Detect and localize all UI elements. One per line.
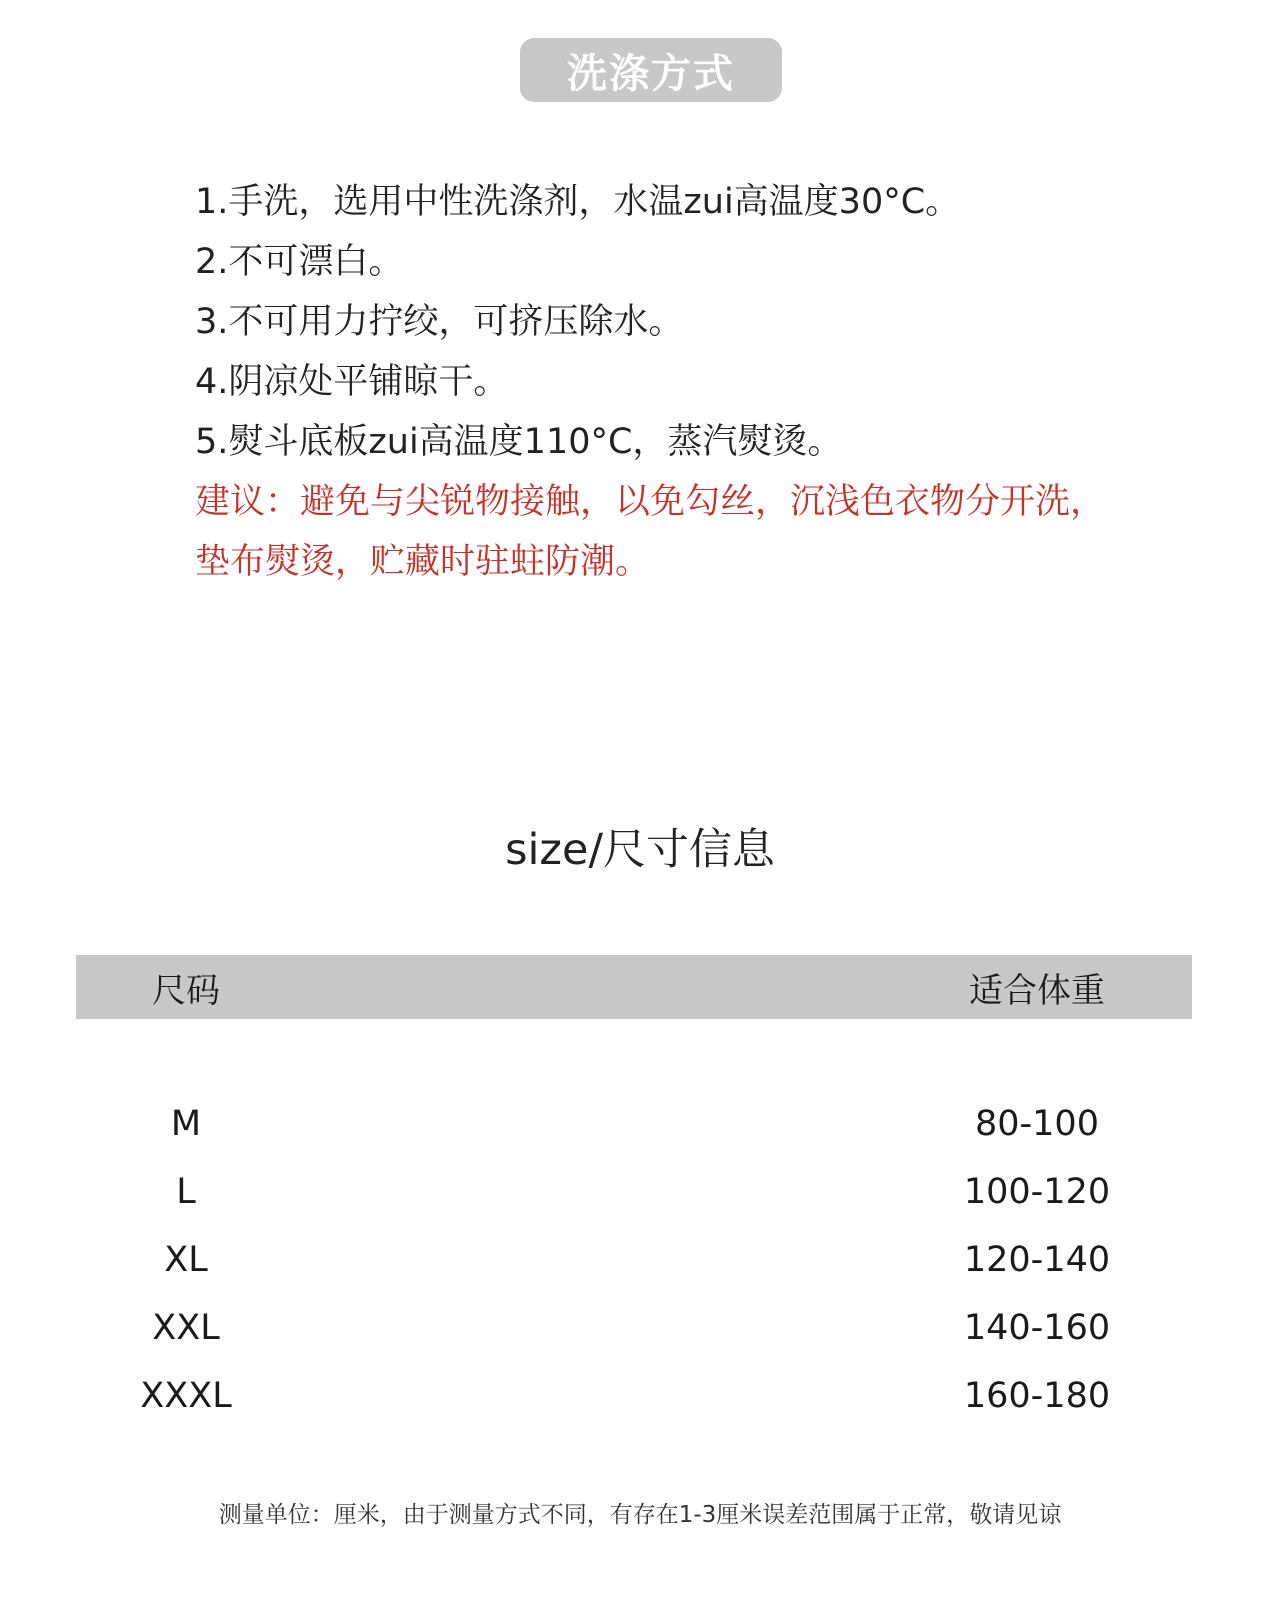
header-weight: 适合体重 [969, 970, 1105, 1011]
header-size: 尺码 [152, 970, 220, 1011]
size-cell: M [170, 1104, 202, 1144]
weight-cell: 160-180 [963, 1376, 1111, 1416]
size-cell: XXXL [140, 1376, 232, 1416]
weight-cell: 100-120 [963, 1172, 1111, 1212]
advice-line-2: 垫布熨烫，贮藏时驻蛀防潮。 [195, 542, 651, 582]
advice-line-1: 建议：避免与尖锐物接触，以免勾丝，沉浅色衣物分开洗， [195, 482, 1106, 522]
size-cell: XL [164, 1240, 208, 1280]
table-row [76, 1158, 1192, 1226]
weight-cell: 80-100 [975, 1104, 1099, 1144]
table-row [76, 1090, 1192, 1158]
table-row [76, 1294, 1192, 1362]
table-row [76, 1362, 1192, 1430]
weight-cell: 120-140 [963, 1240, 1111, 1280]
size-cell: XXL [152, 1308, 220, 1348]
washing-instructions [195, 172, 1255, 592]
measurement-footnote: 测量单位：厘米，由于测量方式不同，有存在1-3厘米误差范围属于正常，敬请见谅 [218, 1502, 1062, 1528]
instruction-line-3: 3.不可用力拧绞，可挤压除水。 [195, 302, 684, 342]
instruction-line-4: 4.阴凉处平铺晾干。 [195, 362, 509, 402]
size-table-body [76, 1090, 1192, 1430]
washing-method-badge: 洗涤方式 [520, 38, 782, 102]
size-section-title: size/尺寸信息 [505, 825, 775, 875]
size-cell: L [176, 1172, 196, 1212]
instruction-line-5: 5.熨斗底板zui高温度110°C，蒸汽熨烫。 [195, 422, 843, 462]
table-row [76, 1226, 1192, 1294]
size-table-header [76, 955, 1192, 1019]
weight-cell: 140-160 [963, 1308, 1111, 1348]
instruction-line-1: 1.手洗，选用中性洗涤剂，水温zui高温度30°C。 [195, 182, 961, 222]
instruction-line-2: 2.不可漂白。 [195, 242, 404, 282]
